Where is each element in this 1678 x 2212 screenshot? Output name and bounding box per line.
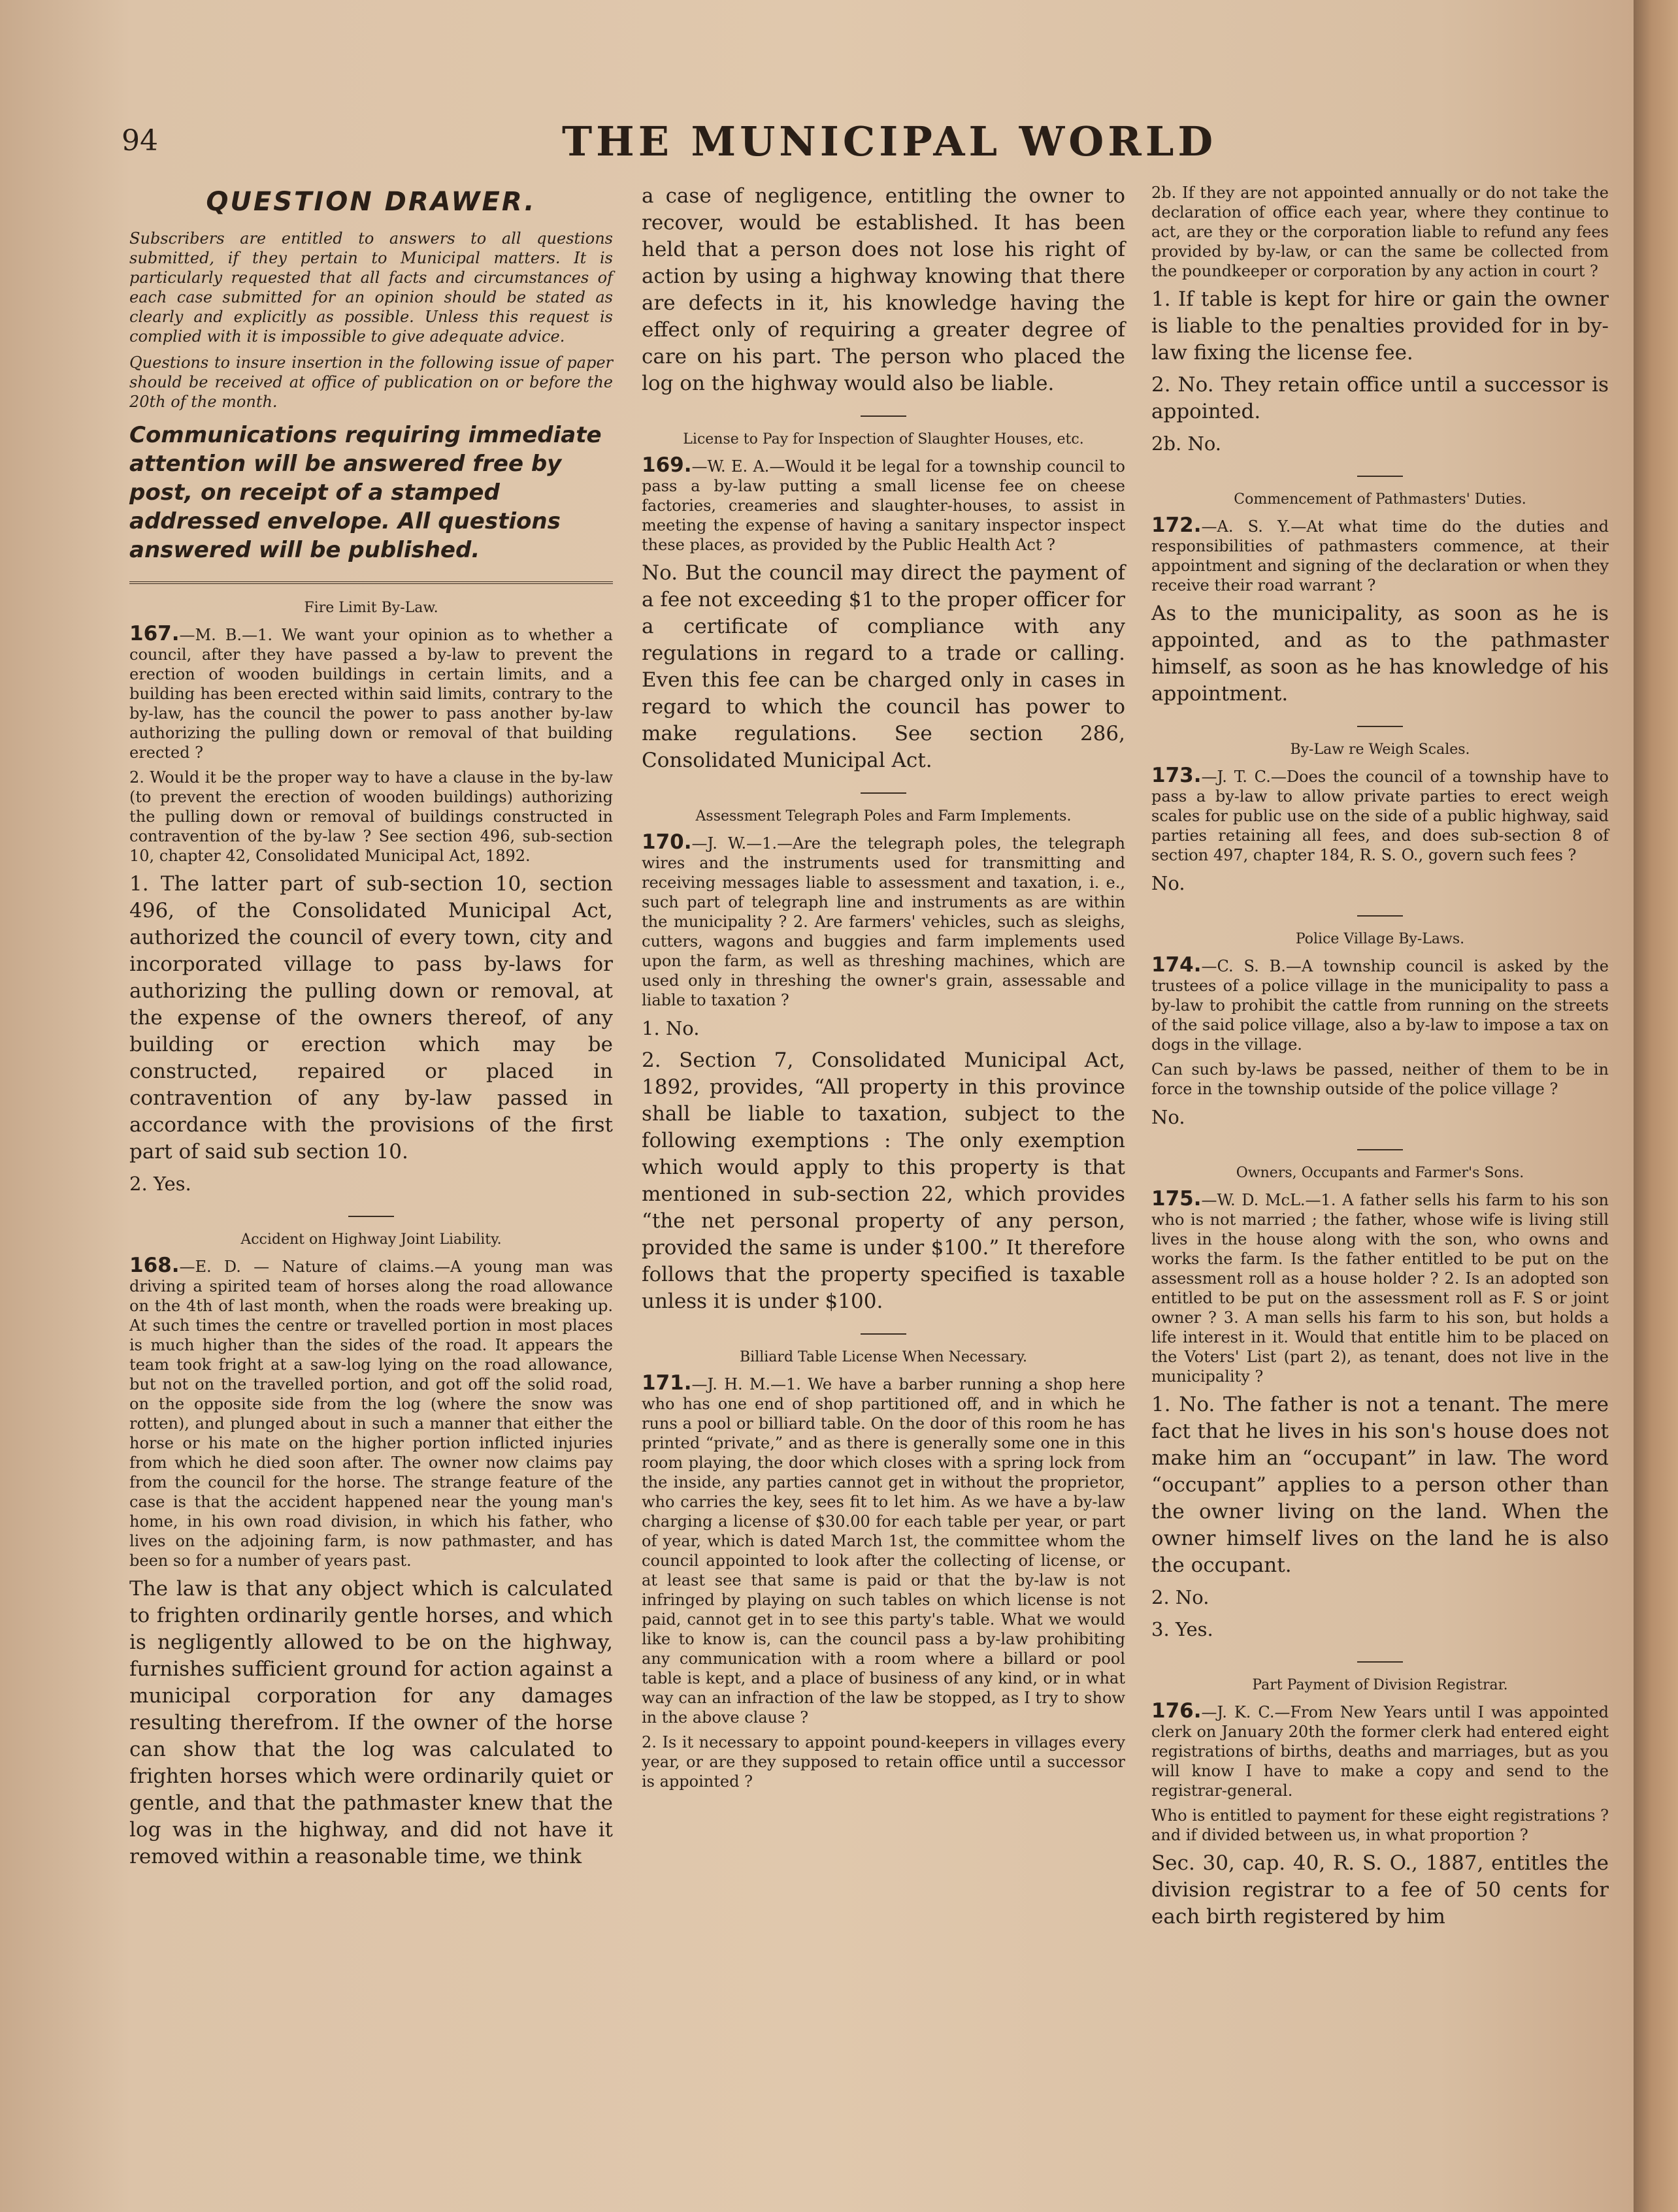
question-body: —J. T. C.—Does the council of a township have to pass a by-law to allow private parties to erect weigh scales for public use on the side of a public highway, said parties retaining all fees, and does sub-section 8 of section 497, chapter 184, R. S. O., govern such fees ? [1151,768,1609,864]
question-text [642,1373,1125,1727]
question-heading: Assessment Telegraph Poles and Farm Implements. [695,808,1072,824]
question-text [642,455,1125,555]
answer-text: No. [1151,872,1185,894]
intro-paragraph: Subscribers are entitled to answers to all questions submitted, if they pertain to Municipal matters. It is particularly requested that all facts and circumstances of each case submitted for an opinion should be stated as clearly and explicitly as possible. Unless this request is complied with it is impossible to give adequate advice. [129,229,613,346]
divider [348,1216,394,1217]
question-body: —J. H. M.—1. We have a barber running a shop here who has one end of shop partitioned off, and in which he runs a pool or billiard table. On the door of this room he has printed “private,” and as there is generally some one in this room playing, the door which closes with a spring lock from the inside, any parties cannot get in without the proprietor, who carries the key, sees fit to let him. As we have a by-law charging a license of $30.00 for each table per year, or part of year, which is dated March 1st, the committee whom the council appointed to look after the collecting of license, or at least see that same is paid or that the by-law is not infringed by playing on such tables on which license is not paid, cannot get in to see this party's table. What we would like to know is, can the council pass a by-law prohibiting any communication with a room where a billard or pool table is kept, and a place of business of any kind, or in what way can an infraction of the law be stopped, as I try to show in the above clause ? [642,1375,1125,1727]
question-heading: By-Law re Weigh Scales. [1290,741,1470,758]
answer-text: As to the municipality, as soon as he is appointed, and as to the pathmaster himself, as soon as he has knowledge of his appointment. [1151,602,1609,706]
question-heading: Billiard Table License When Necessary. [740,1349,1027,1365]
question-text: 2. Is it necessary to appoint pound-keepers in villages every year, or are they supposed to retain office until a successor is appointed ? [642,1733,1125,1791]
question-text [642,832,1125,1010]
question-text [1151,1189,1609,1386]
question-body: —J. K. C.—From New Years until I was appointed clerk on January 20th the former clerk had entered eight registrations of births, deaths and marriages, but as you will know I have to make a copy and send to the registrar-general. [1151,1703,1609,1800]
question-body: —J. W.—1.—Are the telegraph poles, the telegraph wires and the instruments used for transmitting and receiving messages liable to assessment and taxation, i. e., such part of telegraph line and instruments as are within the municipality ? 2. Are farmers' vehicles, such as sleighs, cutters, wagons and buggies and farm implements used upon the farm, as well as threshing machines, which are used only in threshing the owner's grain, assessable and liable to taxation ? [642,834,1125,1009]
answer-text: 1. If table is kept for hire or gain the owner is liable to the penalties provided for in by-law fixing the license fee. [1151,287,1609,365]
question-number: 172. [1151,513,1202,537]
question-heading: Accident on Highway Joint Liability. [240,1231,502,1248]
answer-text: 2b. No. [1151,432,1221,455]
divider [1357,915,1403,917]
answer-text: a case of negligence, entitling the owner to recover, would be established. It has been held that a person does not lose his right of action by using a highway knowing that there are defects in it, his knowledge having the effect only of requiring a greater degree of care on his part. The person who placed the log on the highway would also be liable. [642,184,1125,395]
notice: Communications requiring immediate attention will be answered free by post, on receipt of a stamped addressed envelope. All questions answered will be published. [129,422,602,563]
question-number: 170. [642,830,692,854]
question-text: Who is entitled to payment for these eight registrations ? and if divided between us, in what proportion ? [1151,1806,1609,1844]
answer-text: 3. Yes. [1151,1618,1213,1640]
question-text [1151,766,1609,865]
divider [861,1333,906,1335]
question-text: 2. Would it be the proper way to have a clause in the by-law (to prevent the erection of wooden buildings) authorizing the pulling down or removal of buildings constructed in contravention of the by-law ? See section 496, sub-section 10, chapter 42, Consolidated Municipal Act, 1892. [129,768,613,865]
question-text: Can such by-laws be passed, neither of them to be in force in the township outside of the police village ? [1151,1060,1609,1098]
answer-text: 2. No. They retain office until a successor is appointed. [1151,373,1609,423]
question-number: 171. [642,1371,692,1395]
question-body: —W. D. McL.—1. A father sells his farm to his son who is not married ; the father, whose wife is living still lives in the house along with the son, who owns and works the farm. Is the father entitled to be put on the assessment roll as a house holder ? 2. Is an adopted son entitled to be put on the assessment roll as F. S or joint owner ? 3. A man sells his farm to his son, but holds a life interest in it. Would that entitle him to be placed on the Voters' List (part 2), as tenant, does not live in the municipality ? [1151,1191,1609,1386]
question-number: 175. [1151,1187,1202,1211]
question-number: 167. [129,622,180,645]
double-rule [129,581,613,584]
column-1 [129,183,613,1876]
page-number: 94 [122,124,158,157]
answer-text: Sec. 30, cap. 40, R. S. O., 1887, entitles the division registrar to a fee of 50 cents for each birth registered by him [1151,1851,1609,1928]
divider [1357,476,1403,477]
answer-text: The law is that any object which is calculated to frighten ordinarily gentle horses, and which is negligently allowed to be on the highway, furnishes sufficient ground for action against a municipal corporation for any damages resulting therefrom. If the owner of the horse can show that the log was calculated to frighten horses which were ordinarily quiet or gentle, and that the pathmaster knew that the log was in the highway, and did not have it removed within a reasonable time, we think [129,1577,613,1868]
section-title: QUESTION DRAWER. [206,187,536,217]
question-body: —C. S. B.—A township council is asked by the trustees of a police village in the municipality to pass a by-law to prohibit the cattle from running on the streets of the said police village, also a by-law to impose a tax on dogs in the village. [1151,957,1609,1054]
masthead-title: THE MUNICIPAL WORLD [562,118,1217,165]
divider [861,415,906,417]
answer-text: 1. The latter part of sub-section 10, section 496, of the Consolidated Municipal Act, authorized the council of every town, city and incorporated village to pass by-laws for authorizing the pulling down or removal, at the expense of the owners thereof, of any building or erection which may be constructed, repaired or placed in contravention of any by-law passed in accordance with the provisions of the first part of said sub section 10. [129,872,613,1163]
question-text [1151,515,1609,595]
question-body: —W. E. A.—Would it be legal for a township council to pass a by-law putting a small license fee on cheese factories, creameries and slaughter-houses, to assist in meeting the expense of having a sanitary inspector inspect these places, as provided by the Public Health Act ? [642,457,1125,554]
column-3 [1151,183,1609,1936]
question-body: —A. S. Y.—At what time do the duties and responsibilities of pathmasters commence, at their appointment and signing of the declaration or when they receive their road warrant ? [1151,517,1609,594]
answer-text: 1. No. The father is not a tenant. The mere fact that he lives in his son's house does not make him an “occupant” in law. The word “occupant” applies to a person other than the owner living on the land. When the owner himself lives on the land he is also the occupant. [1151,1393,1609,1577]
question-heading: Part Payment of Division Registrar. [1252,1677,1508,1693]
divider [1357,1661,1403,1663]
question-heading: Fire Limit By-Law. [304,600,438,616]
deadline-paragraph: Questions to insure insertion in the following issue of paper should be received at office of publication on or before the 20th of the month. [129,353,613,411]
question-number: 176. [1151,1699,1202,1723]
question-text [1151,955,1609,1054]
answer-text: 2. No. [1151,1586,1209,1608]
question-number: 173. [1151,764,1202,787]
question-body: —M. B.—1. We want your opinion as to whether a council, after they have passed a by-law to prevent the erection of wooden buildings in certain limits, and a building has been erected within said limits, contrary to the by-law, has the council the power to pass another by-law authorizing the pulling down or removal of that building erected ? [129,626,613,762]
answer-text: No. [1151,1106,1185,1128]
question-number: 168. [129,1254,180,1277]
question-number: 169. [642,453,692,477]
column-2 [642,183,1125,1797]
answer-text: 2. Yes. [129,1173,191,1195]
question-text [129,624,613,762]
answer-text: 2. Section 7, Consolidated Municipal Act, 1892, provides, “All property in this province shall be liable to taxation, subject to the following exemptions : The only exemption which would apply to this property is that mentioned in sub-section 22, which provides “the net personal property of any person, provided the same is under $100.” It therefore follows that the property specified is taxable unless it is under $100. [642,1049,1125,1313]
divider [1357,1149,1403,1150]
question-heading: Police Village By-Laws. [1295,931,1465,947]
question-heading: License to Pay for Inspection of Slaughter Houses, etc. [683,431,1084,447]
question-text: 2b. If they are not appointed annually or do not take the declaration of office each year, where they continue to act, are they or the corporation liable to refund any fees provided by by-law, or can the same be collected from the poundkeeper or corporation by any action in court ? [1151,184,1609,280]
divider [1357,726,1403,727]
question-heading: Owners, Occupants and Farmer's Sons. [1236,1165,1524,1181]
question-number: 174. [1151,953,1202,977]
question-body: —E. D. — Nature of claims.—A young man was driving a spirited team of horses along the road allowance on the 4th of last month, when the roads were breaking up. At such times the centre or travelled portion in most places is much higher than the sides of the road. It appears the team took fright at a saw-log lying on the road allowance, but not on the travelled portion, and got off the solid road, on the opposite side from the log (where the snow was rotten), and plunged about in such a manner that either the horse or his mate on the higher portion inflicted injuries from which he died soon after. The owner now claims pay from the council for the horse. The strange feature of the case is that the accident happened near the young man's home, in his own road division, in which his father, who lives on the adjoining farm, is now pathmaster, and has been so for a number of years past. [129,1258,613,1570]
answer-text: No. But the council may direct the payment of a fee not exceeding $1 to the proper officer for a certificate of compliance with any regulations in regard to a trade or calling. Even this fee can be charged only in cases in regard to which the council has power to make regulations. See section 286, Consolidated Municipal Act. [642,561,1125,772]
question-text [1151,1701,1609,1800]
answer-text: 1. No. [642,1017,700,1039]
question-text [129,1256,613,1570]
page-edge [1634,0,1678,2212]
divider [861,792,906,794]
question-heading: Commencement of Pathmasters' Duties. [1234,491,1526,508]
